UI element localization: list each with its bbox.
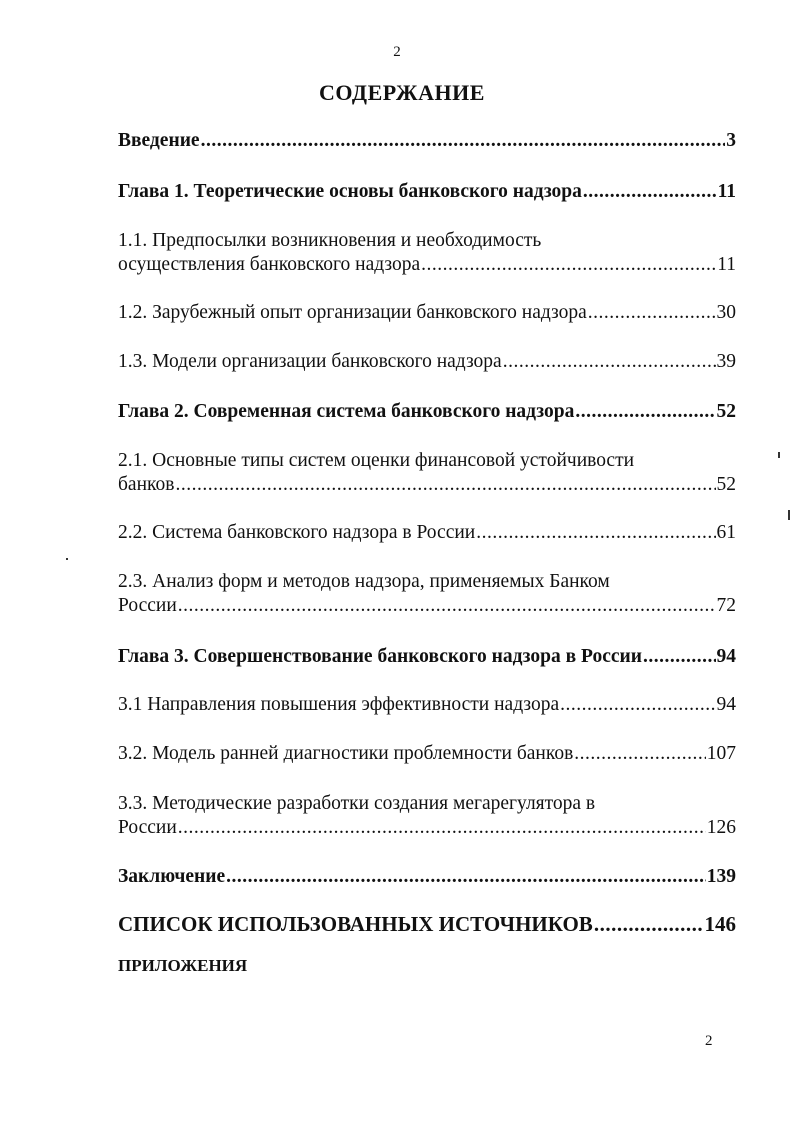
leader-dots bbox=[583, 180, 717, 204]
toc-page-number: 72 bbox=[716, 595, 736, 616]
toc-entry-text: банков bbox=[118, 474, 175, 495]
toc-page-number: 139 bbox=[706, 866, 736, 887]
toc-entry-chapter-3[interactable] bbox=[118, 645, 736, 669]
toc-entry-2-1[interactable] bbox=[118, 449, 736, 497]
toc-entry-references[interactable] bbox=[118, 912, 736, 936]
toc-page-number: 39 bbox=[716, 351, 736, 372]
toc-entry-text: Глава 3. Совершенствование банковского надзора в России bbox=[118, 646, 642, 667]
toc-entry-text: 3.1 Направления повышения эффективности надзора bbox=[118, 694, 560, 715]
toc-entry-3-3[interactable] bbox=[118, 792, 736, 840]
toc-page-number: 94 bbox=[716, 694, 736, 715]
toc-entry-text: 1.3. Модели организации банковского надзора bbox=[118, 351, 502, 372]
toc-page-number: 11 bbox=[717, 181, 736, 202]
toc-entry-appendix[interactable]: ПРИЛОЖЕНИЯ bbox=[118, 956, 248, 975]
toc-entry-text-line1: 3.3. Методические разработки создания мегарегулятора в bbox=[118, 793, 596, 814]
toc-entry-text: Заключение bbox=[118, 866, 226, 887]
toc-entry-text: России bbox=[118, 817, 177, 838]
toc-page-number: 30 bbox=[716, 302, 736, 323]
leader-dots bbox=[178, 816, 706, 840]
leader-dots bbox=[588, 301, 716, 325]
toc-entry-introduction[interactable] bbox=[118, 129, 736, 153]
toc-entry-conclusion[interactable] bbox=[118, 865, 736, 889]
toc-page-number: 3 bbox=[726, 130, 736, 151]
page-number-bottom: 2 bbox=[705, 1033, 713, 1049]
leader-dots bbox=[560, 693, 715, 717]
page-number-top: 2 bbox=[393, 44, 401, 60]
toc-entry-text: Глава 1. Теоретические основы банковского надзора bbox=[118, 181, 582, 202]
toc-page-number: 126 bbox=[706, 817, 736, 838]
leader-dots bbox=[178, 594, 716, 618]
toc-page-number: 61 bbox=[716, 522, 736, 543]
leader-dots bbox=[226, 865, 706, 889]
scan-speck bbox=[778, 452, 780, 458]
toc-entry-3-2[interactable] bbox=[118, 742, 736, 766]
toc-entry-text-line1: 2.3. Анализ форм и методов надзора, применяемых Банком bbox=[118, 571, 610, 592]
toc-entry-text-line1: 2.1. Основные типы систем оценки финансовой устойчивости bbox=[118, 450, 635, 471]
toc-page-number: 94 bbox=[716, 646, 736, 667]
scan-speck bbox=[66, 558, 68, 560]
toc-entry-2-3[interactable] bbox=[118, 570, 736, 618]
leader-dots bbox=[175, 473, 715, 497]
toc-entry-text: России bbox=[118, 595, 177, 616]
toc-entry-1-2[interactable] bbox=[118, 301, 736, 325]
leader-dots bbox=[476, 521, 715, 545]
toc-entry-text-line1: 1.1. Предпосылки возникновения и необходимость bbox=[118, 230, 542, 251]
toc-entry-1-1[interactable] bbox=[118, 229, 736, 277]
leader-dots bbox=[201, 129, 726, 153]
toc-page-number: 52 bbox=[716, 401, 736, 422]
toc-page-number: 107 bbox=[706, 743, 736, 764]
toc-entry-2-2[interactable] bbox=[118, 521, 736, 545]
toc-entry-3-1[interactable] bbox=[118, 693, 736, 717]
page-title: СОДЕРЖАНИЕ bbox=[319, 80, 485, 105]
toc-page-number: 52 bbox=[716, 474, 736, 495]
leader-dots bbox=[594, 912, 704, 936]
toc-entry-text: 3.2. Модель ранней диагностики проблемности банков bbox=[118, 743, 574, 764]
toc-entry-text: СПИСОК ИСПОЛЬЗОВАННЫХ ИСТОЧНИКОВ bbox=[118, 912, 593, 936]
leader-dots bbox=[503, 350, 716, 374]
toc-entry-chapter-2[interactable] bbox=[118, 400, 736, 424]
toc-entry-1-3[interactable] bbox=[118, 350, 736, 374]
toc-entry-chapter-1[interactable] bbox=[118, 180, 736, 204]
leader-dots bbox=[575, 400, 715, 424]
toc-entry-text: 2.2. Система банковского надзора в России bbox=[118, 522, 476, 543]
toc-entry-text: Введение bbox=[118, 130, 200, 151]
leader-dots bbox=[574, 742, 705, 766]
scan-speck bbox=[788, 510, 790, 520]
toc-page-number: 11 bbox=[717, 254, 736, 275]
toc-page-number: 146 bbox=[704, 912, 736, 936]
toc-entry-text: осуществления банковского надзора bbox=[118, 254, 421, 275]
leader-dots bbox=[643, 645, 716, 669]
leader-dots bbox=[421, 253, 716, 277]
toc-entry-text: 1.2. Зарубежный опыт организации банковского надзора bbox=[118, 302, 587, 323]
toc-entry-text: Глава 2. Современная система банковского надзора bbox=[118, 401, 575, 422]
